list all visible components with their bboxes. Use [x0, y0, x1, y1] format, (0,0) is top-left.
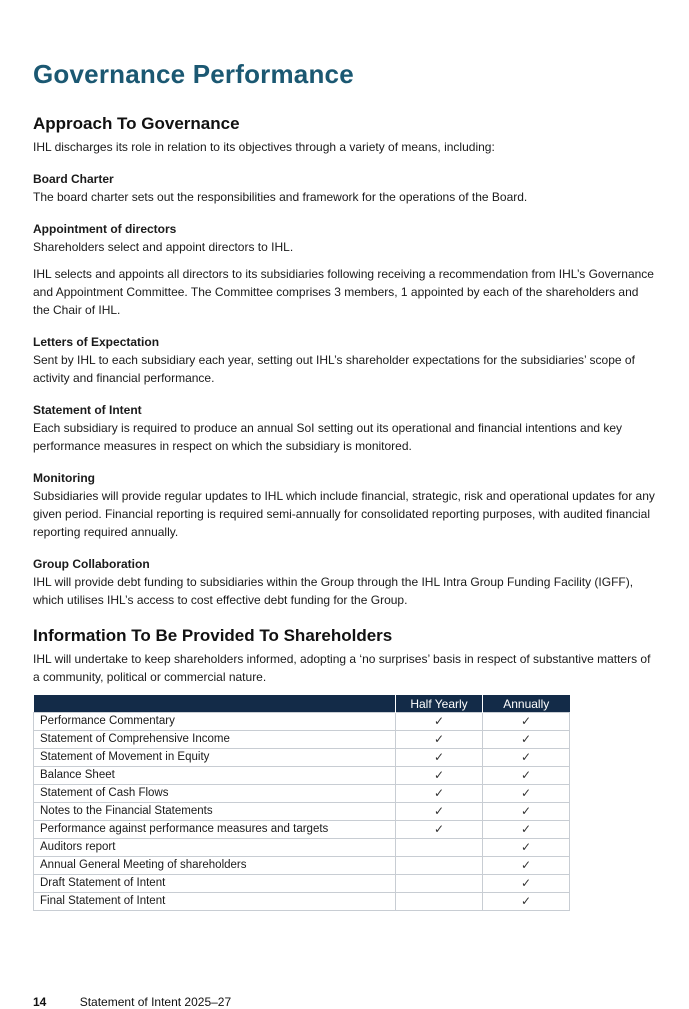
section-letters: [33, 333, 658, 387]
half-yearly-tick-icon: [396, 875, 483, 893]
soi-text: Each subsidiary is required to produce an annual SoI setting out its operational and financial intentions and key performance measures in respect on which the subsidiary is monitored.: [33, 421, 623, 453]
group-heading: Group Collaboration: [33, 557, 150, 571]
half-yearly-tick-icon: ✓: [396, 803, 483, 821]
half-yearly-tick-icon: [396, 839, 483, 857]
row-label: Auditors report: [34, 839, 396, 857]
half-yearly-tick-icon: ✓: [396, 749, 483, 767]
table-row: [34, 803, 570, 821]
appointment-text-2: IHL selects and appoints all directors to its subsidiaries following receiving a recommendation from IHL’s Governance and Appointment Committee. The Committee comprises 3 members, 1 appointed by each of the shareholders and the Chair of IHL.: [33, 267, 654, 317]
row-label: Performance Commentary: [34, 713, 396, 731]
half-yearly-tick-icon: ✓: [396, 731, 483, 749]
row-label: Final Statement of Intent: [34, 893, 396, 911]
appointment-heading: Appointment of directors: [33, 222, 177, 236]
annually-tick-icon: ✓: [483, 803, 570, 821]
annually-tick-icon: ✓: [483, 857, 570, 875]
section-soi: [33, 401, 658, 455]
half-yearly-tick-icon: ✓: [396, 785, 483, 803]
info-intro: IHL will undertake to keep shareholders informed, adopting a ‘no surprises’ basis in respect of substantive matters of a community, political or commercial nature.: [33, 652, 651, 684]
row-label: Draft Statement of Intent: [34, 875, 396, 893]
table-row: [34, 749, 570, 767]
row-label: Notes to the Financial Statements: [34, 803, 396, 821]
appointment-text-1: Shareholders select and appoint directors to IHL.: [33, 240, 294, 254]
table-row: [34, 839, 570, 857]
row-label: Balance Sheet: [34, 767, 396, 785]
table-row: [34, 713, 570, 731]
approach-intro: IHL discharges its role in relation to its objectives through a variety of means, including:: [33, 140, 495, 154]
table-row: [34, 785, 570, 803]
row-label: Statement of Movement in Equity: [34, 749, 396, 767]
table-row: [34, 857, 570, 875]
table-row: [34, 893, 570, 911]
row-label: Performance against performance measures and targets: [34, 821, 396, 839]
page-number: 14: [33, 995, 47, 1009]
board-charter-heading: Board Charter: [33, 172, 114, 186]
row-label: Annual General Meeting of shareholders: [34, 857, 396, 875]
table-row: [34, 821, 570, 839]
annually-tick-icon: ✓: [483, 749, 570, 767]
annually-tick-icon: ✓: [483, 893, 570, 911]
table-header-half-yearly: Half Yearly: [396, 695, 483, 713]
letters-heading: Letters of Expectation: [33, 335, 160, 349]
annually-tick-icon: ✓: [483, 731, 570, 749]
table-body: [34, 713, 570, 911]
info-heading: Information To Be Provided To Shareholders: [33, 626, 393, 645]
board-charter-text: The board charter sets out the responsibilities and framework for the operations of the Board.: [33, 190, 528, 204]
annually-tick-icon: ✓: [483, 839, 570, 857]
page-footer: [33, 995, 231, 1009]
table-row: [34, 767, 570, 785]
half-yearly-tick-icon: ✓: [396, 821, 483, 839]
footer-doc-title: Statement of Intent 2025–27: [79, 995, 232, 1009]
table-row: [34, 875, 570, 893]
half-yearly-tick-icon: ✓: [396, 713, 483, 731]
section-appointment: [33, 220, 658, 319]
section-monitoring: [33, 469, 658, 541]
monitoring-text: Subsidiaries will provide regular updates to IHL which include financial, strategic, risk and operational updates for any given period. Financial reporting is required semi-annually for consolidated reporting purposes, with audited financial reporting required annually.: [33, 489, 655, 539]
section-group: [33, 555, 658, 609]
document-page: [33, 56, 658, 911]
table-header-item: [34, 695, 396, 713]
row-label: Statement of Cash Flows: [34, 785, 396, 803]
page-title: Governance Performance: [33, 59, 354, 89]
table-header-annually: Annually: [483, 695, 570, 713]
approach-heading: Approach To Governance: [33, 114, 240, 133]
group-text: IHL will provide debt funding to subsidiaries within the Group through the IHL Intra Group Funding Facility (IGFF), which utilises IHL’s access to cost effective debt funding for the Group.: [33, 575, 634, 607]
annually-tick-icon: ✓: [483, 875, 570, 893]
annually-tick-icon: ✓: [483, 767, 570, 785]
annually-tick-icon: ✓: [483, 785, 570, 803]
table-header-row: [34, 695, 570, 713]
table-row: [34, 731, 570, 749]
half-yearly-tick-icon: [396, 893, 483, 911]
half-yearly-tick-icon: [396, 857, 483, 875]
section-board-charter: [33, 170, 658, 206]
letters-text: Sent by IHL to each subsidiary each year, setting out IHL’s shareholder expectations for the subsidiaries’ scope of activity and financial performance.: [33, 353, 635, 385]
annually-tick-icon: ✓: [483, 713, 570, 731]
annually-tick-icon: ✓: [483, 821, 570, 839]
reporting-table: [33, 695, 570, 911]
row-label: Statement of Comprehensive Income: [34, 731, 396, 749]
half-yearly-tick-icon: ✓: [396, 767, 483, 785]
soi-heading: Statement of Intent: [33, 403, 142, 417]
monitoring-heading: Monitoring: [33, 471, 95, 485]
